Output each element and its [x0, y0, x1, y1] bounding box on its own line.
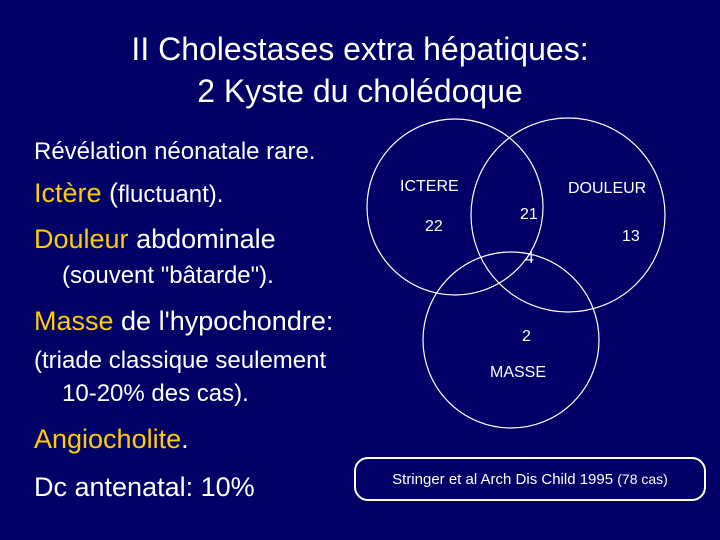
venn-circle-ictere	[367, 119, 543, 295]
revelation-text: Révélation néonatale rare.	[34, 138, 316, 165]
venn-count-douleur-only: 13	[622, 228, 640, 245]
triade-line-1: (triade classique seulement	[34, 347, 327, 374]
masse-keyword: Masse	[34, 306, 114, 336]
angiocholite-period: .	[181, 424, 189, 454]
douleur-detail: abdominale	[128, 224, 276, 254]
venn-circle-masse	[423, 252, 599, 428]
angiocholite-keyword: Angiocholite	[34, 424, 182, 454]
citation-text: Stringer et al Arch Dis Child 1995	[392, 471, 618, 488]
citation-box	[354, 457, 706, 501]
triade-line-2: 10-20% des cas).	[62, 380, 249, 407]
venn-label-ictere: ICTERE	[400, 178, 459, 195]
venn-label-masse: MASSE	[490, 364, 547, 381]
ictere-paren: (	[101, 178, 119, 208]
masse-detail: de l'hypochondre:	[113, 306, 334, 336]
douleur-keyword: Douleur	[34, 224, 129, 254]
title-line-1: II Cholestases extra hépatiques:	[131, 31, 589, 67]
citation-detail: (78 cas)	[617, 471, 668, 487]
venn-count-ictere-douleur: 21	[520, 206, 538, 223]
title-line-2: 2 Kyste du cholédoque	[197, 73, 523, 109]
venn-count-all-three: 4	[525, 250, 534, 267]
venn-count-masse-only: 2	[522, 328, 531, 345]
venn-count-ictere-only: 22	[425, 218, 443, 235]
venn-label-douleur: DOULEUR	[568, 180, 647, 197]
douleur-note: (souvent "bâtarde").	[62, 262, 274, 289]
ictere-keyword: Ictère	[34, 178, 102, 208]
antenatal-line: Dc antenatal: 10%	[34, 472, 255, 502]
ictere-detail: fluctuant).	[118, 181, 224, 208]
